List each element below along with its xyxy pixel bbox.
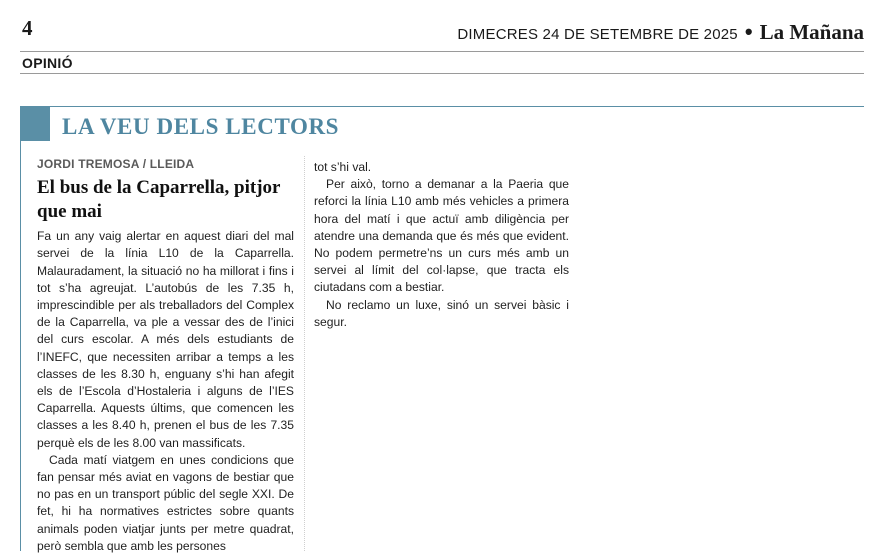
header-separator: • bbox=[744, 19, 753, 44]
article-author: JORDI TREMOSA / LLEIDA bbox=[37, 157, 195, 171]
article-column-1 bbox=[37, 156, 294, 555]
article-paragraph: Per això, torno a demanar a la Paeria que reforci la línia L10 amb més vehicles a primera hora del matí i que actuï amb diligència per atendre una demanda que és més que evident. No podem permetre’ns un curs més amb un servei al límit del col·lapse, que tracta els ciutadans com a bestiar. bbox=[314, 177, 569, 295]
rubric-color-block bbox=[20, 106, 50, 141]
article-column-2 bbox=[314, 159, 569, 331]
article-paragraph: tot s’hi val. bbox=[314, 160, 372, 174]
newspaper-masthead: La Mañana bbox=[759, 20, 864, 44]
column-separator bbox=[304, 156, 305, 551]
article-paragraph: Fa un any vaig alertar en aquest diari del mal servei de la línia L10 de la Caparrella. Malauradament, la situació no ha millorat i fins i tot s’ha agreujat. L’autobús de les 7.35 h, imprescindible per als treballadors del Complex de la Caparrella, va ple a vessar des de l’inici del curs escolar. A més dels estudiants de l’INEFC, que necessiten arribar a temps a les classes de les 8.30 h, enguany s’hi han afegit els de l’Escola d’Hostaleria i alguns de l’IES Caparrella. Aquests últims, que comencen les classes a les 8.40 h, prenen el bus de les 7.35 perquè els de les 8.00 van massificats. bbox=[37, 229, 294, 450]
rubric-title: LA VEU DELS LECTORS bbox=[62, 114, 340, 139]
issue-date: DIMECRES 24 DE SETEMBRE DE 2025 bbox=[457, 26, 738, 43]
rubric-top-line bbox=[20, 106, 864, 107]
section-label: OPINIÓ bbox=[22, 55, 73, 71]
article-paragraph: No reclamo un luxe, sinó un servei bàsic i segur. bbox=[314, 297, 569, 329]
article-headline: El bus de la Caparrella, pitjor que mai bbox=[37, 177, 281, 223]
header-rule bbox=[20, 51, 864, 52]
header-meta bbox=[457, 20, 864, 45]
section-rule bbox=[20, 73, 864, 74]
article-paragraph: Cada matí viatgem en unes condicions que fan pensar més aviat en vagons de bestiar que no pas en un transport públic del segle XXI. De fet, hi ha normatives estrictes sobre quants animals poden viatjar junts per metre quadrat, però sembla que amb les persones bbox=[37, 452, 294, 553]
rubric-side-line bbox=[20, 141, 21, 551]
page-number: 4 bbox=[22, 16, 33, 40]
